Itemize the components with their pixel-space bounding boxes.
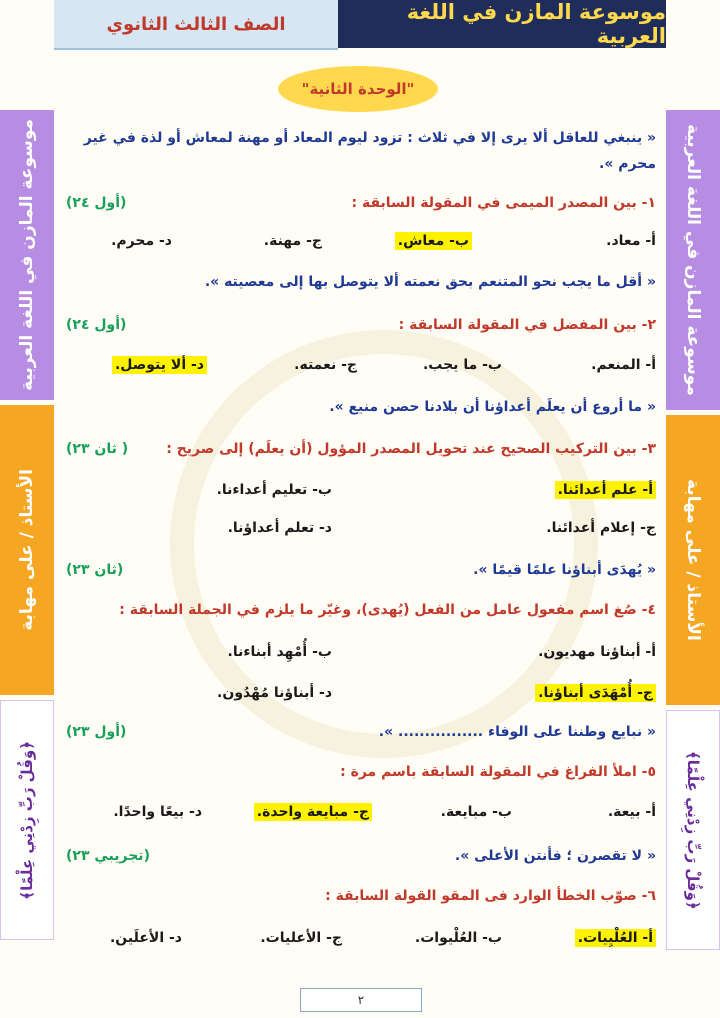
left-teacher-label: الأستاذ / على مهابة <box>17 469 37 631</box>
option-4d[interactable]: د- أبناؤنا مُهْدُون. <box>217 685 332 701</box>
page-number: ٢ <box>357 993 365 1007</box>
source-tag-3: ( ثان ٢٣) <box>66 441 129 457</box>
option-1c[interactable]: ج- مهنة. <box>263 233 322 249</box>
question-6: ٦- صوّب الخطأ الوارد فى المقو القولة السابقة : <box>325 888 656 904</box>
source-tag-2: (أول ٢٤) <box>66 317 127 333</box>
unit-badge <box>278 66 438 112</box>
right-sidebar-series <box>666 110 720 410</box>
right-series-label: موسوعة المازن في اللغة العربية <box>683 124 703 396</box>
question-2: ٢- بين المفضل في المقولة السابقة : <box>398 317 656 333</box>
option-2b[interactable]: ب- ما يجب. <box>422 357 502 373</box>
option-6d[interactable]: د- الأعلَين. <box>109 930 182 946</box>
option-2d[interactable]: د- ألا يتوصل. <box>112 356 207 374</box>
quote-3: « ما أروع أن يعلَم أعداؤنا أن بلادنا حصن منيع ». <box>329 399 656 415</box>
option-6b[interactable]: ب- العُلْيوات. <box>414 930 502 946</box>
option-5d[interactable]: د- بيعًا واحدًا. <box>113 804 202 820</box>
question-5: ٥- املأ الفراغ في المقولة السابقة باسم مرة : <box>340 764 656 780</box>
quote-1: « ينبغي للعاقل ألا يرى إلا في ثلاث : تزود ليوم المعاد أو مهنة لمعاش أو لذة في غير <box>83 130 656 146</box>
question-1: ١- بين المصدر الميمى في المقولة السابقة : <box>351 195 656 211</box>
option-6c[interactable]: ج- الأعليات. <box>260 930 342 946</box>
title-box <box>338 0 666 48</box>
source-tag-4: (ثان ٢٣) <box>66 562 124 578</box>
option-1d[interactable]: د- محرم. <box>111 233 172 249</box>
option-5b[interactable]: ب- مبايعة. <box>440 804 512 820</box>
option-4c[interactable]: ج- أُمْهَدَى أبناؤنا. <box>535 684 656 702</box>
main-content <box>58 52 662 1018</box>
option-1a[interactable]: أ- معاد. <box>606 233 656 249</box>
right-verse-label: ﴿وَقُلْ رَبِّ زِدْنِي عِلْمًا﴾ <box>684 750 702 910</box>
page-header <box>54 0 666 48</box>
option-3c[interactable]: ج- إعلام أعدائنا. <box>546 520 656 536</box>
option-3a[interactable]: أ- علم أعدائنا. <box>555 481 656 499</box>
option-2c[interactable]: ج- نعمته. <box>294 357 357 373</box>
grade-label: الصف الثالث الثانوي <box>106 13 286 35</box>
option-3b[interactable]: ب- تعليم أعداءنا. <box>216 482 332 498</box>
left-series-label: موسوعة المازن في اللغة العربية <box>17 119 37 391</box>
quote-1-cont: محرم ». <box>599 156 656 172</box>
option-4b[interactable]: ب- أُمْهِد أبناءنا. <box>227 644 332 660</box>
option-4a[interactable]: أ- أبناؤنا مهديون. <box>538 644 656 660</box>
option-6a[interactable]: أ- العُلْيِيات. <box>575 929 656 947</box>
quote-5: « نبايع وطننا على الوفاء ................ ». <box>378 724 656 740</box>
source-tag-5: (أول ٢٣) <box>66 724 127 740</box>
right-teacher-label: الأستاذ / على مهابة <box>683 479 703 641</box>
left-sidebar-teacher <box>0 405 54 695</box>
question-4: ٤- صُغ اسم مفعول عامل من الفعل (يُهدى)، وغيّر ما يلزم في الجملة السابقة : <box>119 602 656 618</box>
source-tag-1: (أول ٢٤) <box>66 195 127 211</box>
left-sidebar-series <box>0 110 54 400</box>
option-2a[interactable]: أ- المنعم. <box>591 357 656 373</box>
quote-6: « لا تقصرن ؛ فأنتن الأعلى ». <box>454 848 656 864</box>
right-sidebar-teacher <box>666 415 720 705</box>
unit-title: "الوحدة الثانية" <box>301 80 415 98</box>
quote-4: « يُهدَى أبناؤنا علمًا قيمًا ». <box>473 562 656 578</box>
quote-2: « أقل ما يجب نحو المتنعم بحق نعمته ألا يتوصل بها إلى معصيته ». <box>204 274 656 290</box>
grade-box <box>54 0 338 50</box>
page-number-box <box>300 988 422 1012</box>
option-5a[interactable]: أ- بيعة. <box>607 804 656 820</box>
left-sidebar-verse <box>0 700 54 940</box>
page-title: موسوعة المازن في اللغة العربية <box>406 0 666 48</box>
option-5c[interactable]: ج- مبايعة واحدة. <box>254 803 372 821</box>
source-tag-6: (تجريبي ٢٣) <box>66 848 150 864</box>
option-3d[interactable]: د- تعلم أعداؤنا. <box>227 520 332 536</box>
option-1b[interactable]: ب- معاش. <box>395 232 472 250</box>
left-verse-label: ﴿وَقُلْ رَبِّ زِدْنِي عِلْمًا﴾ <box>18 740 36 900</box>
question-3: ٣- بين التركيب الصحيح عند تحويل المصدر المؤول (أن يعلَم) إلى صريح : <box>166 441 656 457</box>
right-sidebar-verse <box>666 710 720 950</box>
